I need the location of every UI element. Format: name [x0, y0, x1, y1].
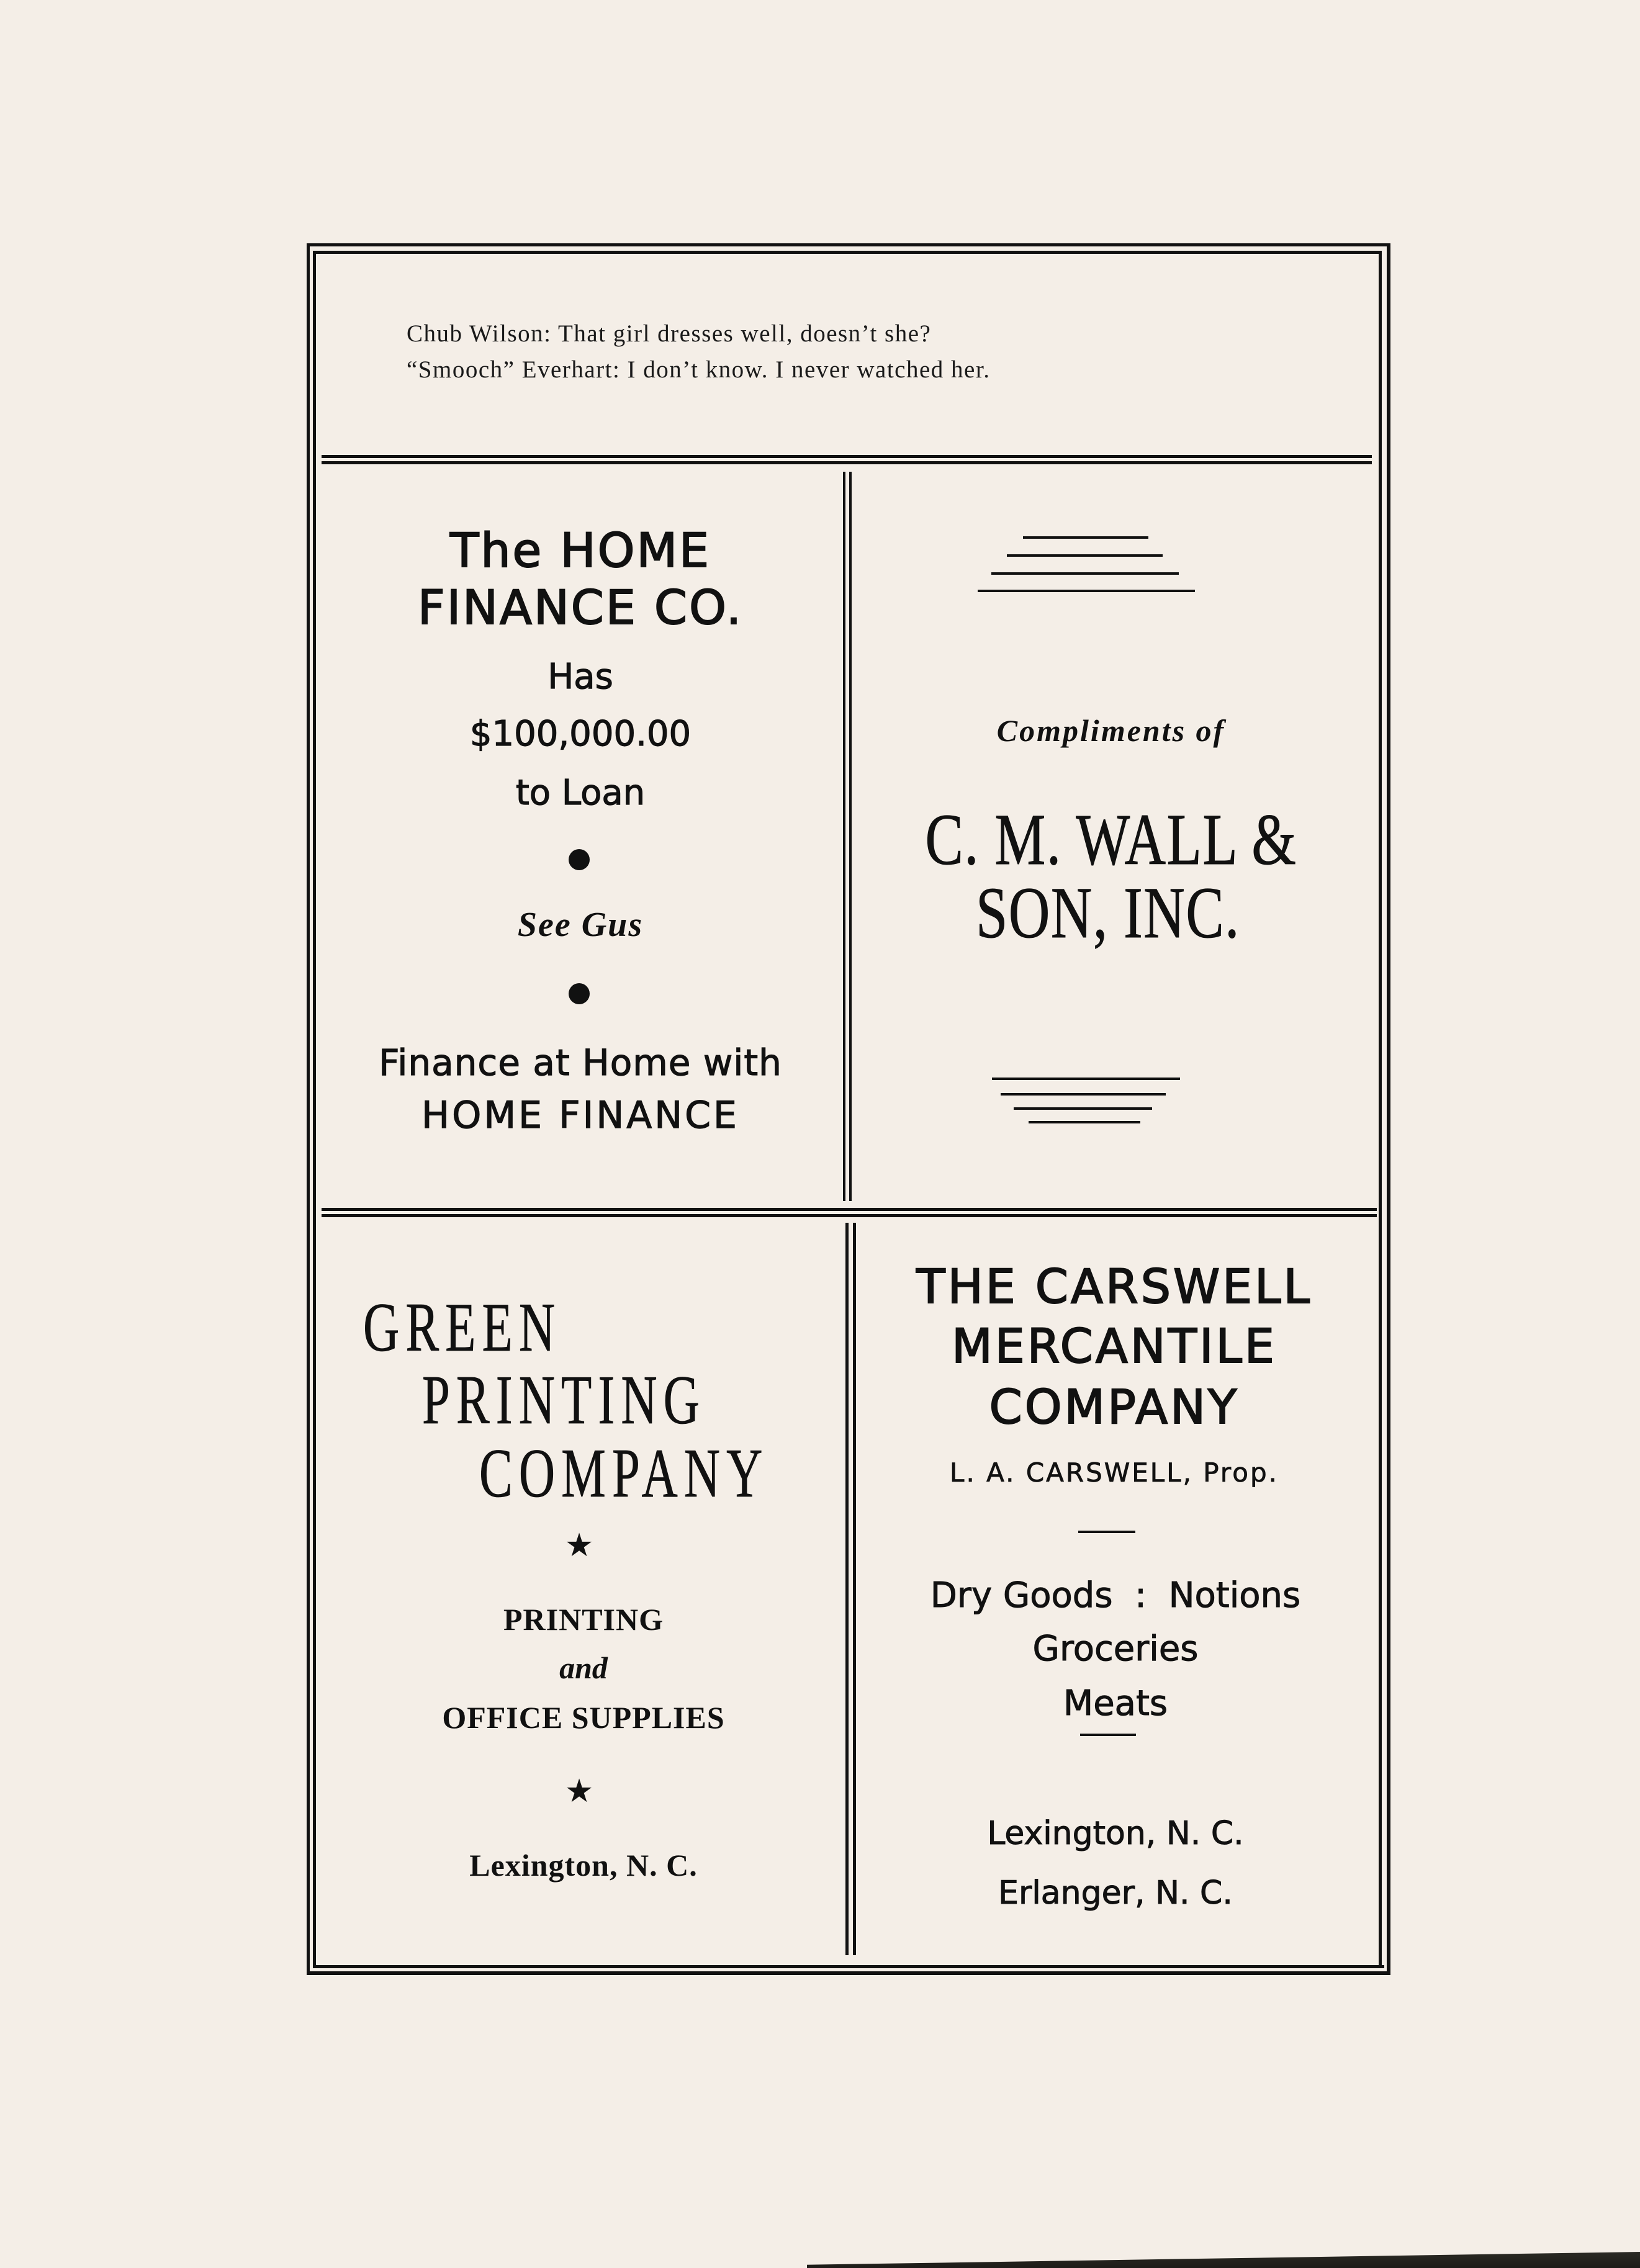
carswell-location-2: Erlanger, N. C.: [998, 1874, 1233, 1912]
carswell-name-2: MERCANTILE: [952, 1318, 1277, 1374]
carswell-proprietor: L. A. CARSWELL, Prop.: [950, 1457, 1279, 1488]
divider-middle-line-1: [322, 1208, 1377, 1211]
green-printing-location: Lexington, N. C.: [469, 1848, 698, 1883]
carswell-name-1: THE CARSWELL: [916, 1259, 1312, 1314]
divider-vertical-bottom-line-1: [845, 1223, 849, 1955]
green-printing-service-3: OFFICE SUPPLIES: [442, 1700, 725, 1735]
home-finance-title-2: FINANCE CO.: [417, 580, 744, 635]
decor-line: [992, 1078, 1180, 1080]
joke-line-1: Chub Wilson: That girl dresses well, doesn’t she?: [407, 320, 932, 347]
home-finance-amount: $100,000.00: [469, 714, 692, 754]
carswell-location-1: Lexington, N. C.: [987, 1815, 1244, 1852]
divider-vertical-top-line-2: [849, 472, 852, 1201]
divider-vertical-top-line-1: [843, 472, 845, 1201]
star-icon: ★: [564, 1527, 594, 1564]
divider-top-line-1: [322, 455, 1372, 458]
home-finance-has: Has: [547, 657, 613, 697]
frame-inner-bottom: [315, 1965, 1384, 1968]
bullet-dot-icon: [569, 849, 590, 870]
carswell-goods-1: Dry Goods : Notions: [930, 1575, 1301, 1616]
home-finance-title-1: The HOME: [449, 523, 711, 578]
decor-line: [1001, 1093, 1166, 1096]
frame-outer-right: [1387, 243, 1390, 1975]
divider-top-line-2: [322, 461, 1372, 464]
carswell-rule-1: [1078, 1531, 1135, 1533]
frame-outer-top: [307, 243, 1390, 246]
cm-wall-name-2: SON, INC.: [976, 872, 1240, 953]
joke-line-2: “Smooch” Everhart: I don’t know. I never watched her.: [407, 356, 991, 383]
scan-edge: [807, 2252, 1640, 2268]
carswell-goods-2: Groceries: [1032, 1629, 1199, 1669]
home-finance-slogan-2: HOME FINANCE: [421, 1094, 739, 1137]
green-printing-name-3: COMPANY: [479, 1435, 769, 1512]
divider-vertical-bottom-line-2: [853, 1223, 856, 1955]
frame-inner-right: [1379, 251, 1382, 1968]
home-finance-see-gus: See Gus: [517, 906, 644, 944]
decor-line: [978, 590, 1195, 592]
frame-inner-top: [313, 251, 1382, 254]
cm-wall-compliments: Compliments of: [996, 713, 1226, 748]
green-printing-name-2: PRINTING: [422, 1362, 706, 1439]
green-printing-service-1: PRINTING: [503, 1602, 664, 1637]
frame-inner-left: [313, 251, 316, 1968]
home-finance-slogan-1: Finance at Home with: [379, 1042, 782, 1084]
decor-line: [1014, 1107, 1152, 1110]
home-finance-to-loan: to Loan: [515, 773, 646, 813]
decor-line: [991, 572, 1179, 575]
frame-outer-left: [307, 243, 310, 1975]
bullet-dot-icon: [569, 983, 590, 1004]
green-printing-service-2: and: [559, 1650, 608, 1685]
divider-middle-line-2: [322, 1214, 1377, 1217]
cm-wall-name-1: C. M. WALL &: [925, 799, 1297, 880]
carswell-name-3: COMPANY: [989, 1379, 1240, 1434]
decor-line: [1029, 1121, 1140, 1123]
frame-outer-bottom: [309, 1971, 1390, 1975]
carswell-goods-3: Meats: [1063, 1683, 1168, 1724]
carswell-rule-2: [1080, 1734, 1136, 1736]
green-printing-name-1: GREEN: [363, 1289, 562, 1366]
decor-line: [1007, 554, 1163, 557]
decor-line: [1023, 536, 1148, 539]
star-icon: ★: [564, 1773, 594, 1810]
